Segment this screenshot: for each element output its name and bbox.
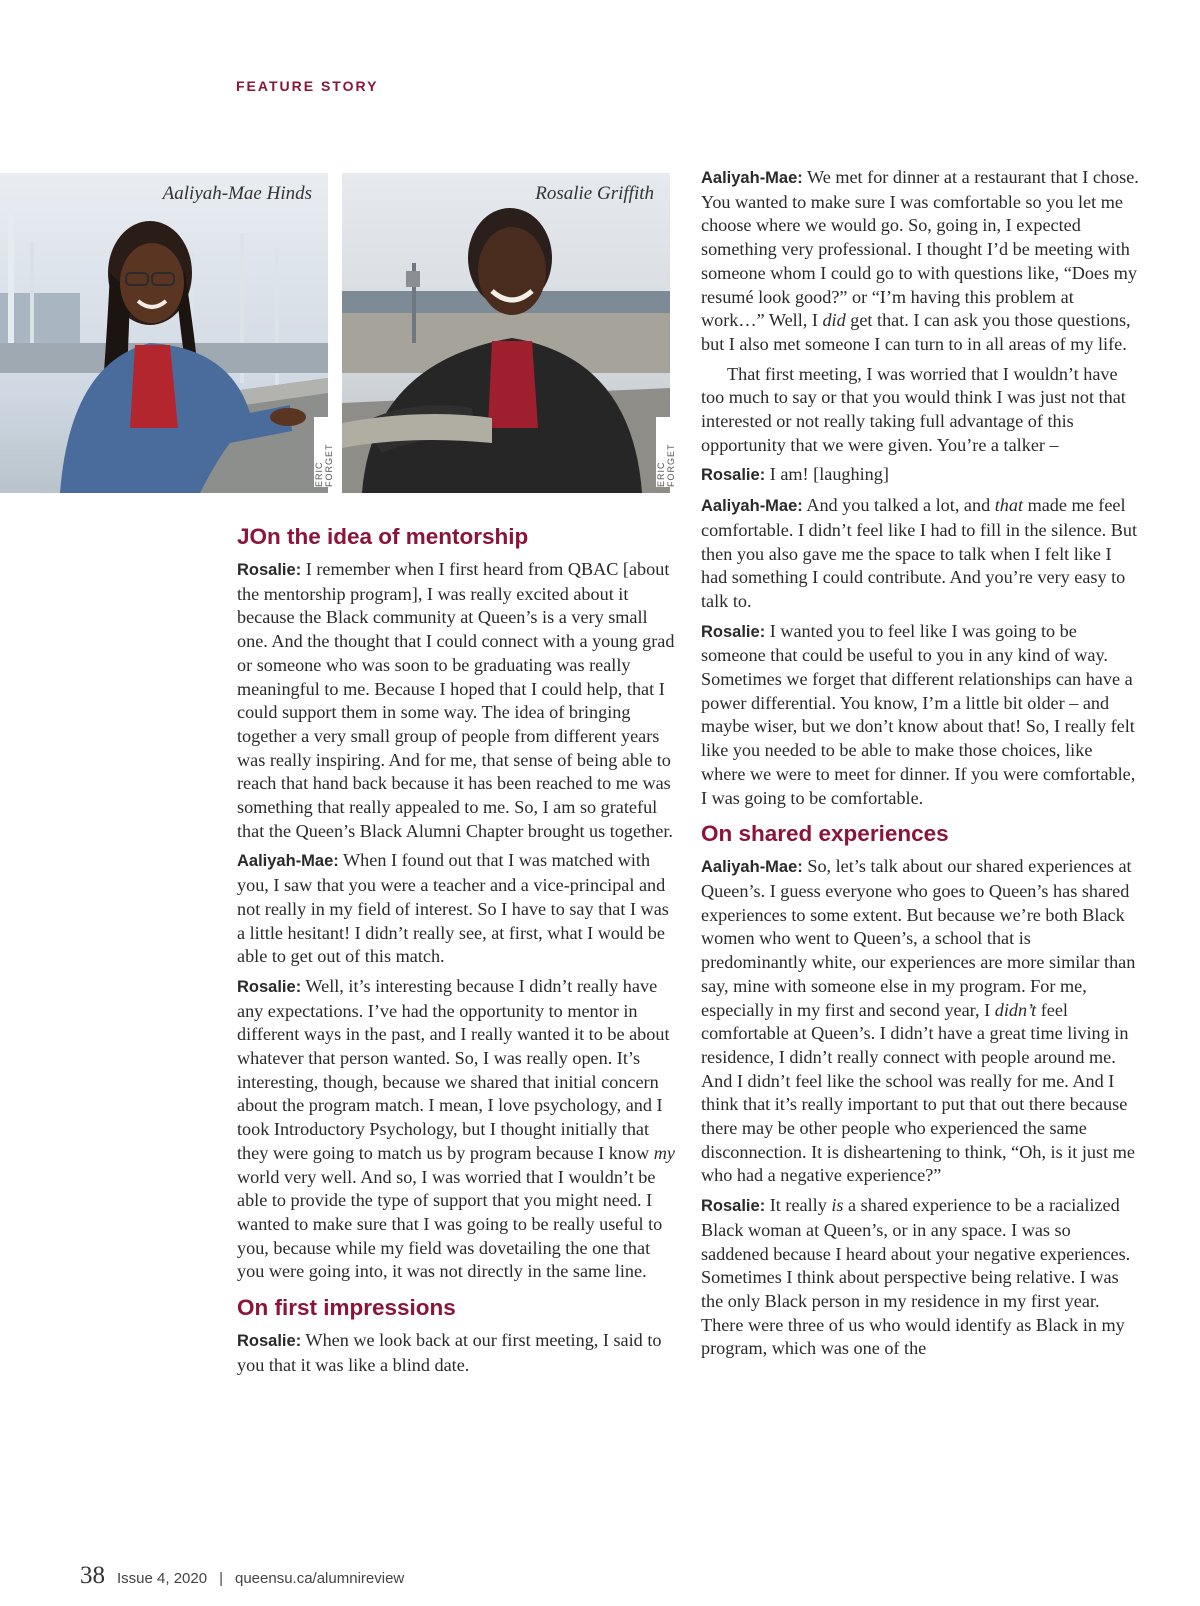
paragraph [701, 463, 1141, 488]
paragraph-text: When we look back at our first meeting, I said to you that it was like a blind date. [237, 1330, 662, 1375]
photo-rosalie-image [342, 173, 670, 493]
speaker-label: Rosalie: [237, 561, 302, 579]
speaker-label: Aaliyah-Mae: [701, 497, 803, 516]
emphasis: my [653, 1142, 675, 1163]
paragraph-text: I remember when I first heard from QBAC [about the mentorship program], I was really excited about it because the Black community at Queen’s is a very small one. And the thought that I could connect with a young grad or someone who was soon to be graduating was really meaningful to me. Because I hoped that I could help, that I could support them in some way. The idea of bringing together a very small group of people from different years was really inspiring. And for me, that sense of being able to reach that hand back because it has been reached to me was something that really appealed to me. So, I am so grateful that the Queen’s Black Alumni Chapter brought us together. [237, 559, 675, 841]
section-label: FEATURE STORY [236, 78, 379, 94]
paragraph [701, 855, 1141, 1188]
paragraph [701, 166, 1141, 357]
paragraph-text: That first meeting, I was worried that I wouldn’t have too much to say or that you would think I was just not that interested or not really taking full advantage of this opportunity that we were given. You’re a talker – [701, 363, 1126, 455]
photo-caption: Rosalie Griffith [535, 183, 654, 204]
paragraph-text: We met for dinner at a restaurant that I chose. You wanted to make sure I was comfortable so you let me choose where we would go. So, going in, I expected something very professional. I thought I’d be meeting with someone whom I could go to with questions like, “Does my resumé look good?” or “I’m having this problem at work…” Well, I [701, 167, 1139, 331]
paragraph-text: I am! [laughing] [769, 464, 889, 485]
photo-rosalie [342, 173, 676, 493]
paragraph [237, 975, 677, 1284]
paragraph-text: get that. I can ask you those questions, but I also met someone I can turn to in all areas of my life. [701, 310, 1131, 354]
paragraph [701, 1194, 1141, 1361]
page-number: 38 [80, 1562, 105, 1589]
photo-aaliyah-mae-image [0, 173, 328, 493]
section-heading: On shared experiences [701, 821, 949, 847]
speaker-label: Aaliyah-Mae: [237, 852, 339, 871]
paragraph [701, 494, 1141, 614]
paragraph-text: a shared experience to be a racialized Black woman at Queen’s, or in any space. I was so saddened because I heard about your negative experiences. Sometimes I think about perspective being relative. I was the only Black person in my residence in my first year. There were three of us who would identify as Black in my program, which was one of the [701, 1195, 1131, 1359]
paragraph-text: feel comfortable at Queen’s. I didn’t have a great time living in residence, I didn’t really connect with people around me. And I didn’t feel like the school was really for me. And I think that it’s really important to put that out there because there may be other people who experienced the same disconnection. It is disheartening to think, “Oh, is it just me who had a negative experience?” [701, 999, 1135, 1186]
paragraph-text: And you talked a lot, and [806, 495, 991, 516]
speaker-label: Rosalie: [701, 1197, 766, 1216]
emphasis: is [831, 1195, 844, 1216]
left-column [237, 523, 677, 1384]
section-heading: On first impressions [237, 1295, 456, 1321]
paragraph [237, 558, 677, 843]
paragraph [701, 620, 1141, 811]
page-footer [80, 1562, 404, 1590]
paragraph [237, 1329, 677, 1377]
paragraph [701, 363, 1141, 458]
footer-separator: | [219, 1570, 223, 1587]
photo-caption: Aaliyah-Mae Hinds [162, 183, 312, 204]
photo-credit: ERIC FORGET [656, 417, 670, 487]
emphasis: that [994, 495, 1024, 516]
right-column [701, 166, 1141, 1367]
emphasis: did [822, 310, 846, 331]
speaker-label: Rosalie: [237, 1332, 302, 1351]
section-heading: JOn the idea of mentorship [237, 524, 529, 549]
speaker-label: Rosalie: [237, 977, 302, 996]
paragraph-text: made me feel comfortable. I didn’t feel like I had to fill in the silence. But then you also gave me the space to talk when I felt like I had something I could contribute. And you’re very easy to talk to. [701, 495, 1138, 611]
paragraph-text: world very well. And so, I was worried that I wouldn’t be able to provide the type of support that you might need. I wanted to make sure that I was going to be really useful to you, because while my field was dovetailing the one that you were going into, it was not directly in the same line. [237, 1166, 663, 1282]
photo-credit: ERIC FORGET [314, 417, 328, 487]
footer-url[interactable]: queensu.ca/alumnireview [234, 1570, 405, 1587]
emphasis: didn’t [994, 999, 1037, 1020]
photo-aaliyah-mae [0, 173, 334, 493]
paragraph-text: Well, it’s interesting because I didn’t really have any expectations. I’ve had the opportunity to mentor in different ways in the past, and I really wanted it to be about whatever that person wanted. So, I was really open. It’s interesting, though, because we shared that initial concern about the program match. I mean, I love psychology, and I took Introductory Psychology, but I thought initially that they were going to match us by program because I know [237, 975, 670, 1163]
issue-label: Issue 4, 2020 [117, 1570, 208, 1587]
speaker-label: Rosalie: [701, 466, 766, 485]
speaker-label: Aaliyah-Mae: [701, 169, 803, 187]
speaker-label: Rosalie: [701, 622, 766, 641]
paragraph [237, 849, 677, 969]
paragraph-text: When I found out that I was matched with you, I saw that you were a teacher and a vice-principal and not really in my field of interest. So I have to say that I was a little hesitant! I didn’t really see, at first, what I would be able to get out of this match. [237, 850, 669, 967]
paragraph-text: It really [769, 1195, 827, 1216]
speaker-label: Aaliyah-Mae: [701, 858, 803, 877]
paragraph-text: I wanted you to feel like I was going to be someone that could be useful to you in any kind of way. Sometimes we forget that different relationships can have a power differential. You know, I’m a little bit older – and maybe wiser, but we don’t know about that! So, I really felt like you needed to be able to make those choices, like where we were to meet for dinner. If you were comfortable, I was going to be comfortable. [701, 620, 1136, 808]
paragraph-text: So, let’s talk about our shared experiences at Queen’s. I guess everyone who goes to Queen’s has shared experiences to some extent. But because we’re both Black women who went to Queen’s, a school that is predominantly white, our experiences are more similar than say, mine with someone else in my program. For me, especially in my first and second year, I [701, 856, 1136, 1020]
